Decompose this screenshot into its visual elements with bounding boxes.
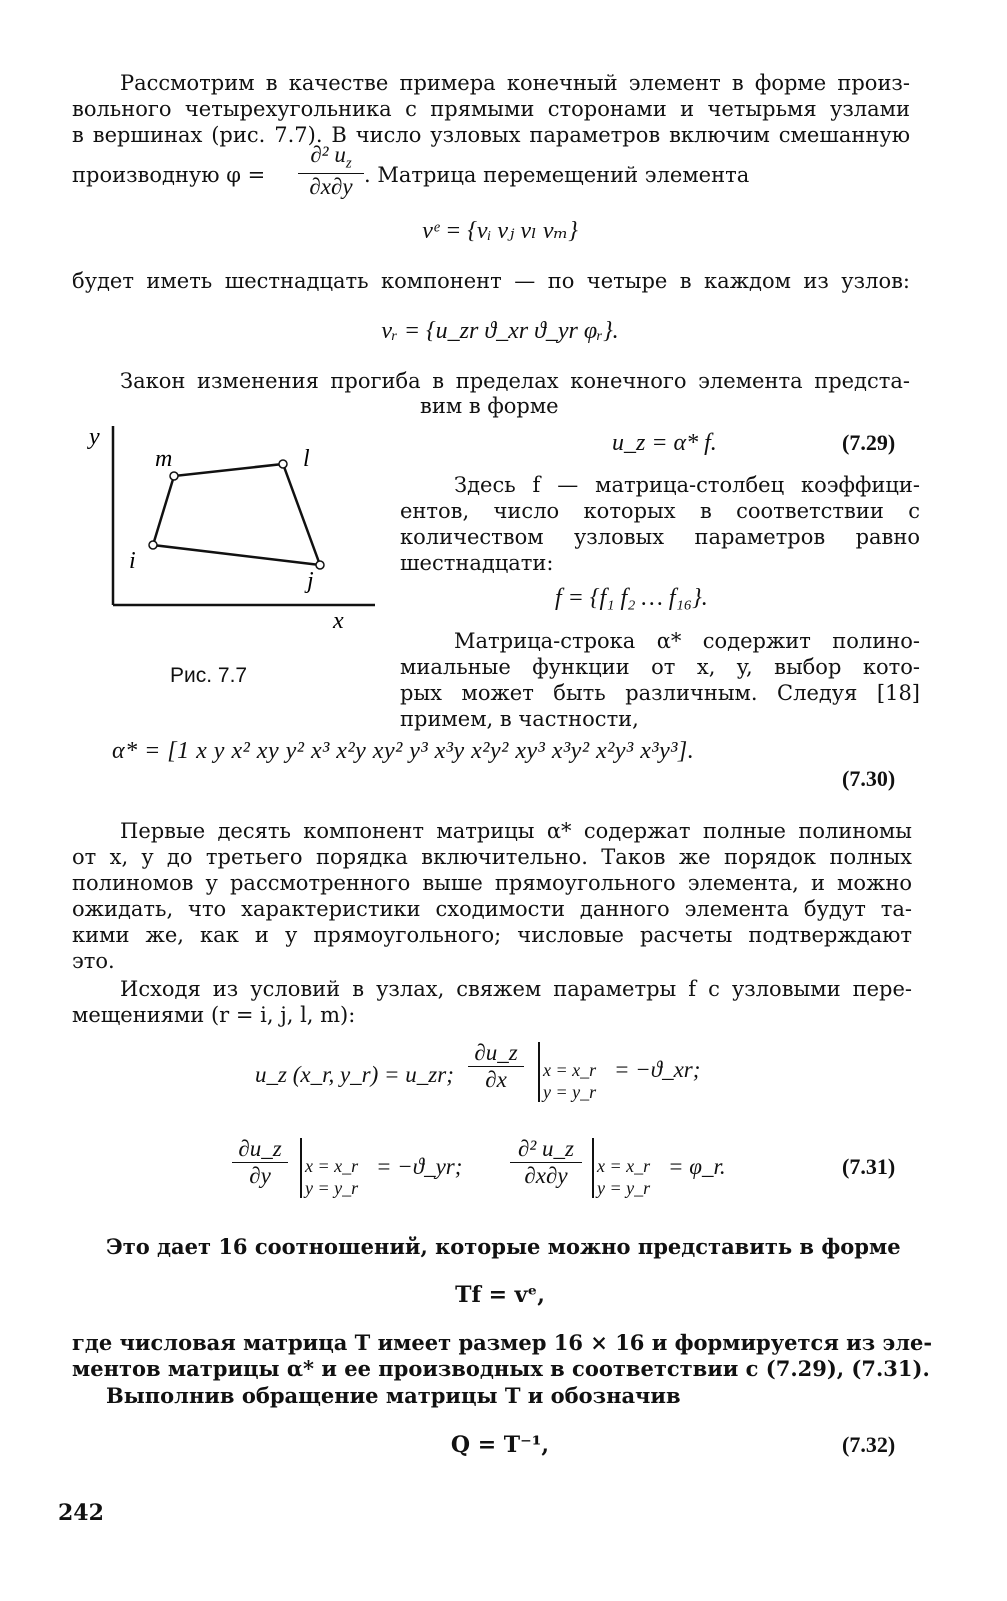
condition-y: y = y_r xyxy=(597,1178,651,1198)
text-line: примем, в частности, xyxy=(400,707,639,731)
text-line: Матрица-строка α* содержит полино- xyxy=(454,629,920,653)
fraction-denominator: ∂x∂y xyxy=(524,1163,568,1188)
paragraph-3-line-1: Закон изменения прогиба в пределах конечного элемента предста- xyxy=(120,369,910,393)
text-line: шестнадцати: xyxy=(400,551,554,575)
fraction-numerator: ∂u_z xyxy=(468,1040,524,1067)
condition-x: x = x_r xyxy=(597,1156,651,1176)
fraction-du-dy xyxy=(232,1136,288,1189)
equation-number-7-31: (7.31) xyxy=(842,1154,896,1179)
text-fragment: . Матрица перемещений элемента xyxy=(364,163,750,187)
equation-7-31a-right: = −ϑ_xr; xyxy=(614,1057,701,1082)
equation-7-30: α* = [1 x y x² xy y² x³ x²y xy² y³ x³y x²y² xy³ x³y² x²y³ x³y³]. xyxy=(112,738,695,764)
text-line: Рассмотрим в качестве примера конечный элемент в форме произ- xyxy=(120,71,910,95)
text-line: ожидать, что характеристики сходимости данного элемента будут та- xyxy=(72,897,912,921)
text-line xyxy=(72,162,265,188)
figure-7-7 xyxy=(75,420,435,650)
text-line: ментов матрицы α* и ее производных в соответствии с (7.29), (7.31). xyxy=(72,1356,930,1381)
text-line: ентов, число которых в соответствии с xyxy=(400,499,920,523)
fraction-du-dx xyxy=(468,1040,524,1093)
equation-7-31a-left: u_z (x_r, y_r) = u_zr; xyxy=(255,1062,454,1087)
equation-tf: Tf = vᵉ, xyxy=(455,1282,545,1308)
equation-7-31b-right: = φ_r. xyxy=(668,1154,726,1179)
node-l xyxy=(279,460,287,468)
page-number: 242 xyxy=(58,1500,104,1526)
fraction-numerator xyxy=(298,142,364,174)
equation-7-31b-mid: = −ϑ_yr; xyxy=(376,1154,463,1179)
text-line: мещениями (r = i, j, l, m): xyxy=(72,1003,356,1027)
fraction-d2u-dxdy xyxy=(510,1136,582,1189)
text-line: Первые десять компонент матрицы α* содержат полные полиномы xyxy=(120,819,912,843)
paragraph-3-line-2: вим в форме xyxy=(420,394,559,418)
equation-vr: vᵣ = {u_zr ϑ_xr ϑ_yr φᵣ}. xyxy=(381,318,619,344)
equation-7-29: u_z = α* f. xyxy=(612,430,717,456)
paragraph-8: Это дает 16 соотношений, которые можно представить в форме xyxy=(106,1234,901,1259)
numerator-subscript: z xyxy=(345,155,352,172)
condition-x: x = x_r xyxy=(305,1156,359,1176)
quadrilateral-element xyxy=(153,464,320,565)
text-line: от x, y до третьего порядка включительно. Таков же порядок полных xyxy=(72,845,912,869)
equation-f: f = {f₁ f₂ … f₁₆}. xyxy=(555,585,708,611)
fraction-numerator: ∂² u_z xyxy=(510,1136,582,1163)
paragraph-2: будет иметь шестнадцать компонент — по четыре в каждом из узлов: xyxy=(72,269,910,293)
text-line: кими же, как и у прямоугольного; числовые расчеты подтверждают xyxy=(72,923,912,947)
condition-y: y = y_r xyxy=(305,1178,359,1198)
text-line: вольного четырехугольника с прямыми сторонами и четырьмя узлами xyxy=(72,97,910,121)
evaluation-bar xyxy=(592,1138,594,1198)
paragraph-10: Выполнив обращение матрицы T и обозначив xyxy=(106,1383,681,1408)
equation-number-7-32: (7.32) xyxy=(842,1432,896,1457)
text-line: это. xyxy=(72,949,115,973)
text-fragment: производную φ = xyxy=(72,163,266,187)
node-i xyxy=(149,541,157,549)
label-m: m xyxy=(155,446,173,472)
numerator-text: ∂² u xyxy=(310,142,346,167)
equation-7-32: Q = T⁻¹, xyxy=(450,1432,550,1458)
node-j xyxy=(316,561,324,569)
text-line: Здесь f — матрица-столбец коэффици- xyxy=(454,473,920,497)
label-x: x xyxy=(333,608,344,634)
fraction-denominator: ∂x xyxy=(485,1067,507,1092)
text-line xyxy=(364,162,749,188)
label-i: i xyxy=(129,548,136,574)
condition-x: x = x_r xyxy=(543,1060,597,1080)
equation-number-7-29: (7.29) xyxy=(842,430,896,455)
equation-number-7-30: (7.30) xyxy=(842,766,896,791)
label-j: j xyxy=(307,568,314,594)
condition-y: y = y_r xyxy=(543,1082,597,1102)
text-line: миальные функции от x, y, выбор кото- xyxy=(400,655,920,679)
fraction-numerator: ∂u_z xyxy=(232,1136,288,1163)
mixed-derivative-fraction xyxy=(298,142,364,200)
label-y: y xyxy=(89,424,100,450)
node-m xyxy=(170,472,178,480)
fraction-denominator: ∂x∂y xyxy=(309,173,353,199)
text-line: где числовая матрица T имеет размер 16 × 16 и формируется из эле- xyxy=(72,1330,933,1355)
text-line: Исходя из условий в узлах, свяжем параметры f с узловыми пере- xyxy=(120,977,912,1001)
evaluation-bar xyxy=(300,1138,302,1198)
text-line: рых может быть различным. Следуя [18] xyxy=(400,681,920,705)
text-line: полиномов у рассмотренного выше прямоугольного элемента, и можно xyxy=(72,871,912,895)
evaluation-bar xyxy=(538,1042,540,1102)
fraction-denominator: ∂y xyxy=(249,1163,271,1188)
label-l: l xyxy=(303,446,310,472)
figure-caption: Рис. 7.7 xyxy=(170,664,248,687)
text-line: в вершинах (рис. 7.7). В число узловых параметров включим смешанную xyxy=(72,123,910,147)
equation-ve: vᵉ = {vᵢ vⱼ vₗ vₘ} xyxy=(422,218,578,244)
text-line: количеством узловых параметров равно xyxy=(400,525,920,549)
